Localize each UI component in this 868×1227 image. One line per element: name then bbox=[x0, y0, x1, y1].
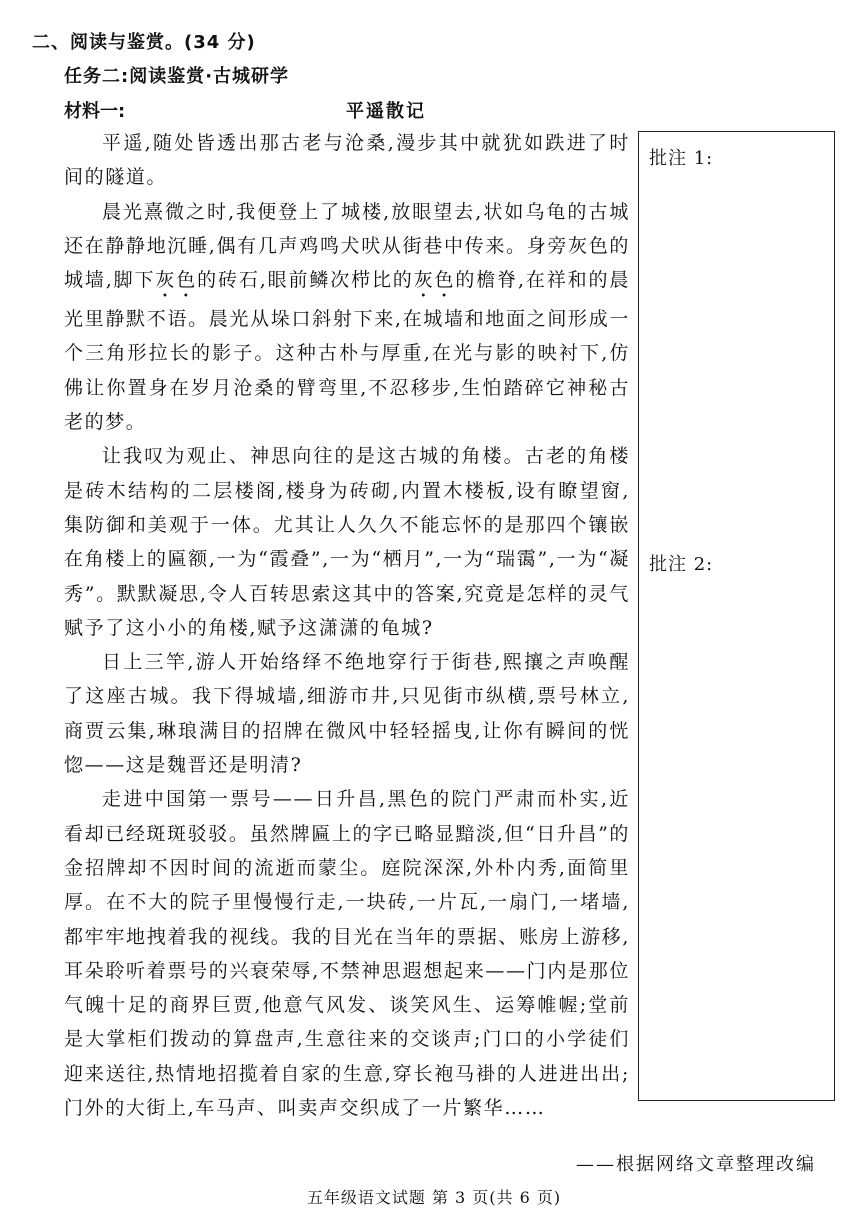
emphasized-word-1: 灰色 bbox=[155, 269, 198, 292]
paragraph-2 bbox=[64, 195, 630, 440]
material-label: 材料一: bbox=[64, 101, 126, 122]
paragraph-2-part-c: 的檐脊,在祥和的晨光里静默不语。晨光从垛口斜射下来,在城墙和地面之间形成一个三角形拉长的影子。这种古朴与厚重,在光与影的映衬下,仿佛让你置身在岁月沧桑的臂弯里,不忍移步,生怕踏碎它神秘古老的梦。 bbox=[64, 269, 630, 434]
article-body bbox=[64, 126, 630, 1125]
page-footer: 五年级语文试题 第 3 页(共 6 页) bbox=[306, 1188, 562, 1207]
paragraph-2-part-b: 的砖石,眼前鳞次栉比的 bbox=[197, 269, 414, 292]
annotation-1-label: 批注 1: bbox=[649, 148, 714, 169]
article-title: 平遥散记 bbox=[346, 101, 426, 122]
annotation-box[interactable] bbox=[638, 131, 835, 1101]
paragraph-3: 让我叹为观止、神思向往的是这古城的角楼。古老的角楼是砖木结构的二层楼阁,楼身为砖砌,内置木楼板,设有瞭望窗,集防御和美观于一体。尤其让人久久不能忘怀的是那四个镶嵌在角楼上的匾额,一为“霞叠”,一为“栖月”,一为“瑞霭”,一为“凝秀”。默默凝思,令人百转思索这其中的答案,究竟是怎样的灵气赋予了这小小的角楼,赋予这潇潇的龟城? bbox=[64, 445, 630, 639]
annotation-2-label: 批注 2: bbox=[649, 554, 714, 575]
paragraph-5: 走进中国第一票号——日升昌,黑色的院门严肃而朴实,近看却已经斑斑驳驳。虽然牌匾上的字已略显黯淡,但“日升昌”的金招牌却不因时间的流逝而蒙尘。庭院深深,外朴内秀,面简里厚。在不大的院子里慢慢行走,一块砖,一片瓦,一扇门,一堵墙,都牢牢地拽着我的视线。我的目光在当年的票据、账房上游移,耳朵聆听着票号的兴衰荣辱,不禁神思遐想起来——门内是那位气魄十足的商界巨贾,他意气风发、谈笑风生、运筹帷幄;堂前是大掌柜们拨动的算盘声,生意往来的交谈声;门口的小学徒们迎来送往,热情地招揽着自家的生意,穿长袍马褂的人进进出出;门外的大街上,车马声、叫卖声交织成了一片繁华…… bbox=[64, 788, 630, 1120]
paragraph-2-part-a: 晨光熹微之时,我便登上了城楼,放眼望去,状如乌龟的古城还在静静地沉睡,偶有几声鸡鸣犬吠从街巷中传来。身旁灰色的城墙,脚下 bbox=[64, 200, 630, 292]
paragraph-4: 日上三竿,游人开始络绎不绝地穿行于街巷,熙攘之声唤醒了这座古城。我下得城墙,细游市井,只见街市纵横,票号林立,商贾云集,琳琅满目的招牌在微风中轻轻摇曳,让你有瞬间的恍惚——这是魏晋还是明清? bbox=[64, 651, 630, 777]
task-title: 任务二:阅读鉴赏·古城研学 bbox=[64, 66, 290, 87]
emphasized-word-2: 灰色 bbox=[413, 269, 456, 292]
paragraph-1: 平遥,随处皆透出那古老与沧桑,漫步其中就犹如跌进了时间的隧道。 bbox=[64, 132, 630, 189]
source-note: ——根据网络文章整理改编 bbox=[576, 1154, 816, 1175]
section-title: 二、阅读与鉴赏。(34 分) bbox=[32, 32, 256, 53]
